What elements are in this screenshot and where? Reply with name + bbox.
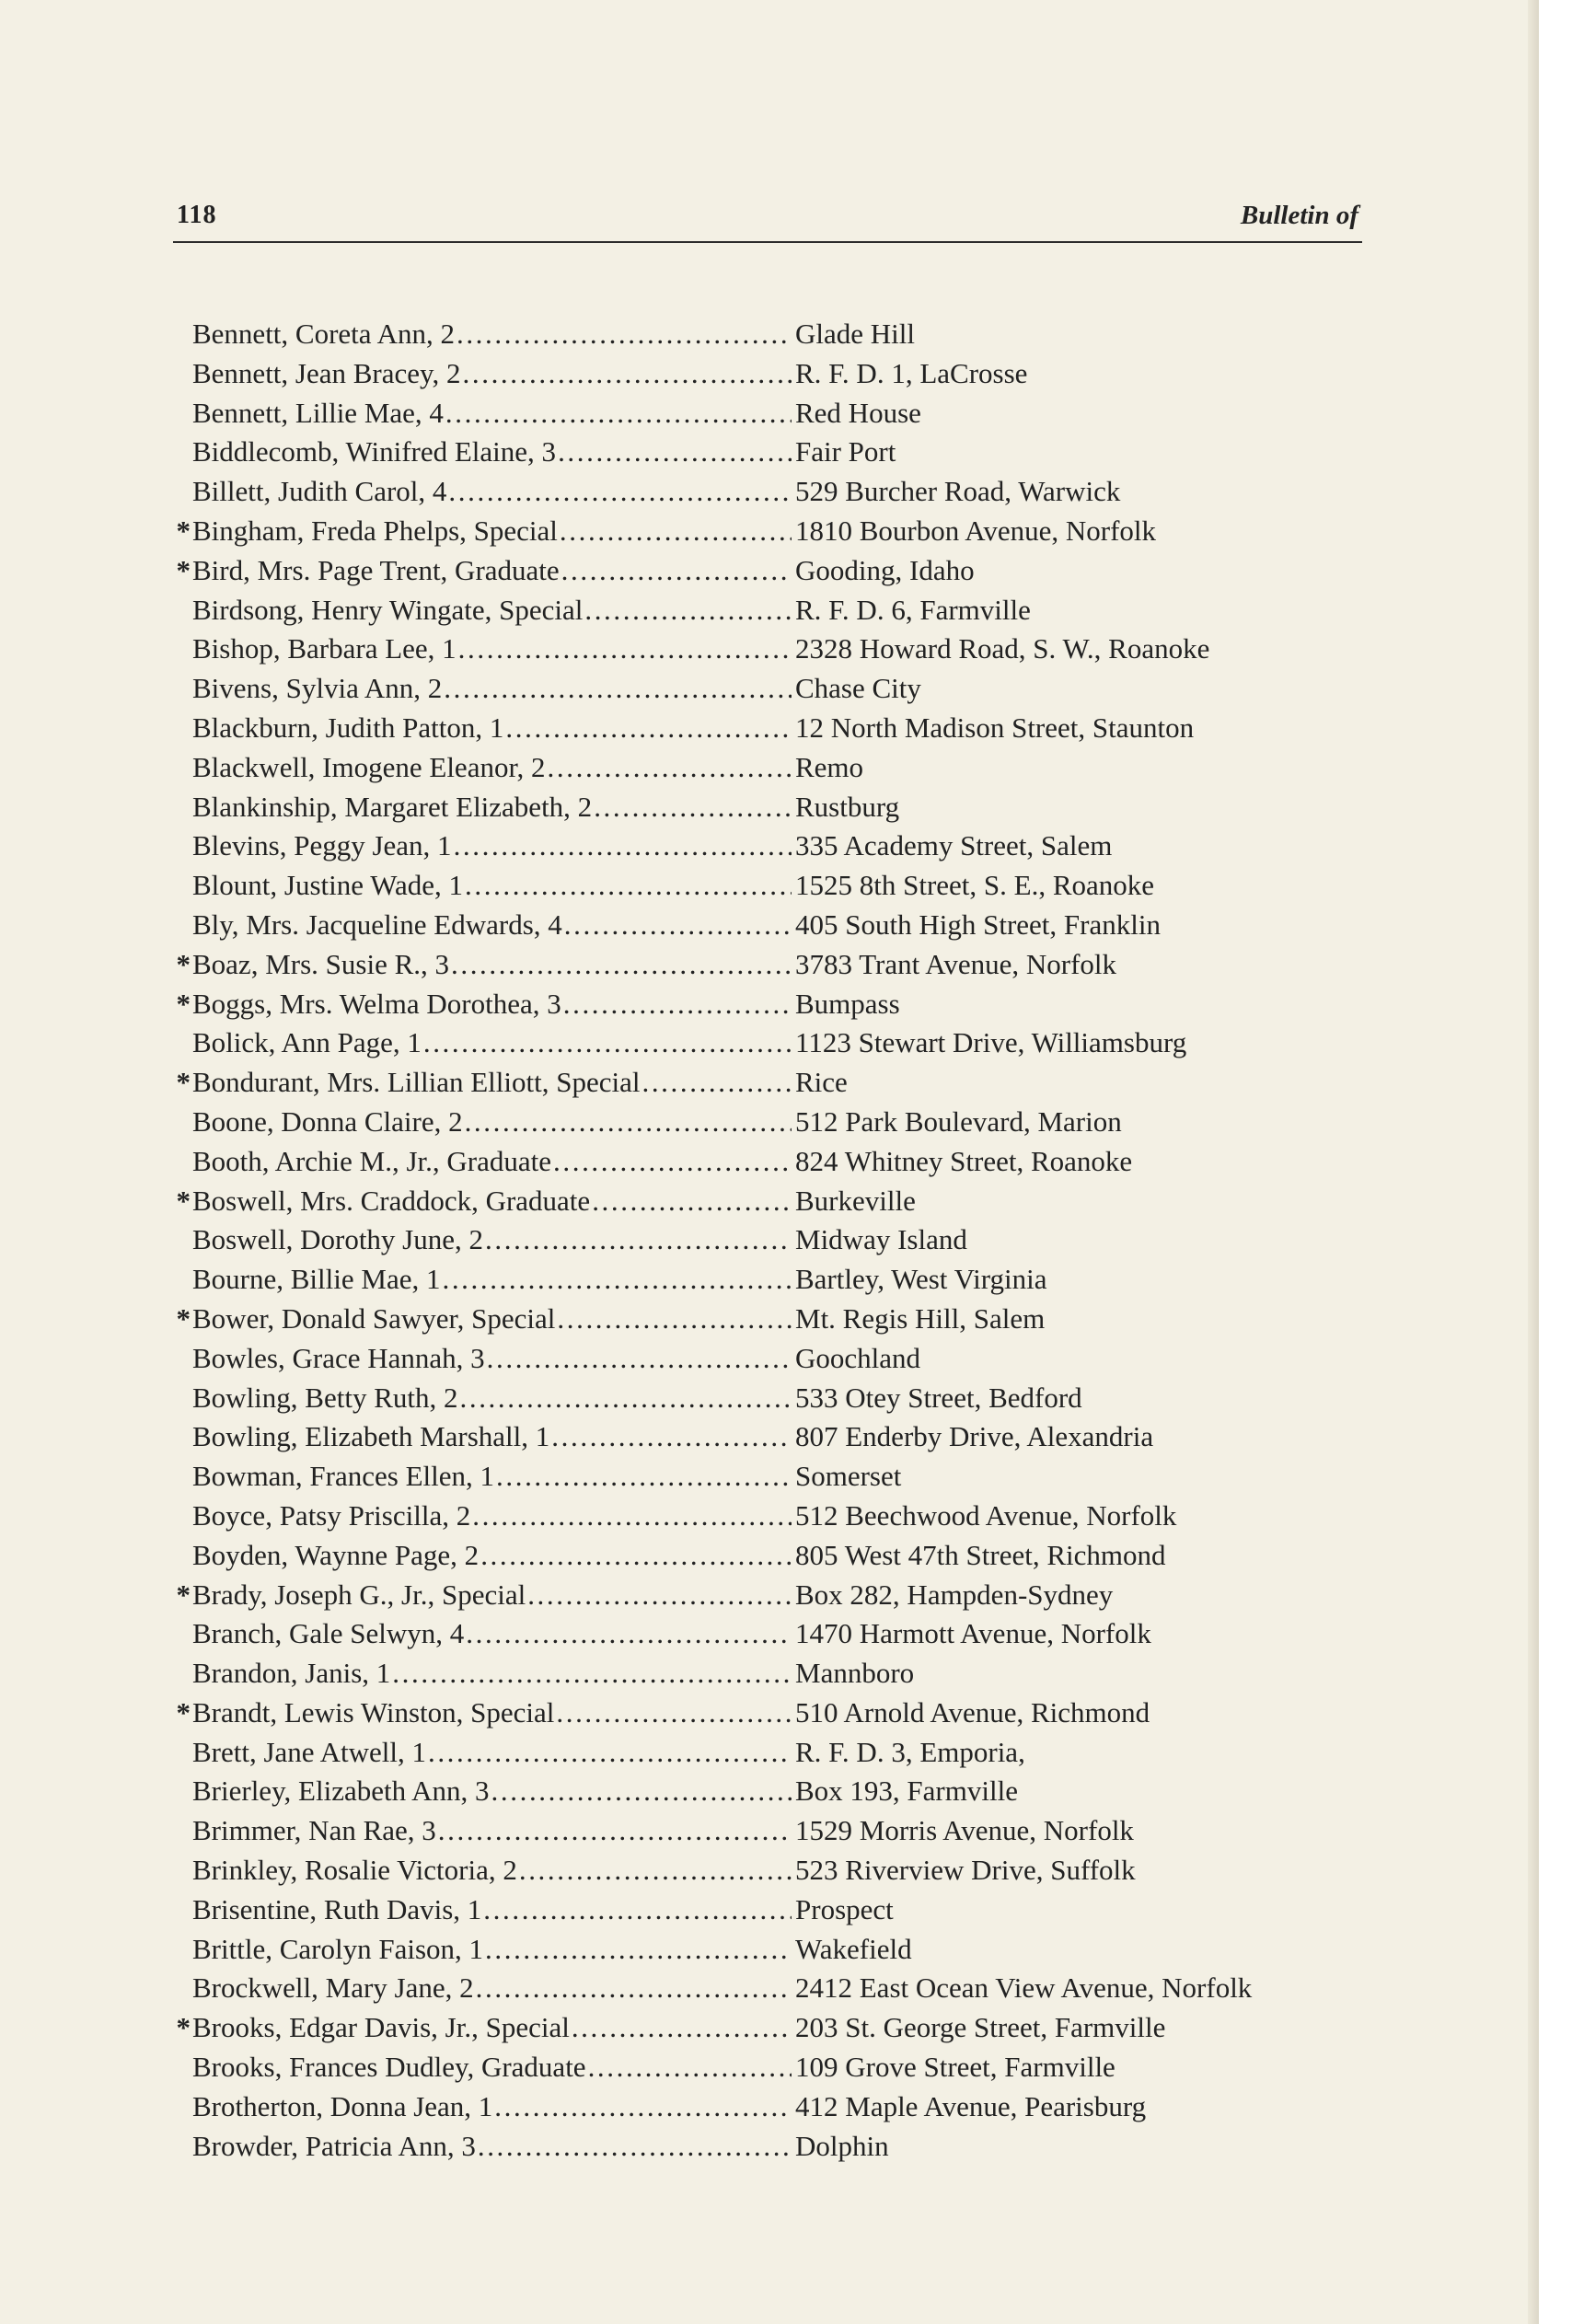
student-name: Boswell, Mrs. Craddock, Graduate <box>192 1184 591 1217</box>
student-name: Blackburn, Judith Patton, 1 <box>192 711 504 744</box>
entry-name-column <box>191 1733 792 1773</box>
dot-leader <box>440 1260 792 1300</box>
dot-leader <box>562 906 792 945</box>
entry-name-column <box>191 2008 792 2048</box>
directory-entry <box>170 1103 1477 1142</box>
dot-leader <box>483 1220 792 1260</box>
dot-leader <box>503 709 792 748</box>
dot-leader <box>570 2008 792 2048</box>
directory-entry <box>170 591 1477 630</box>
entry-name-column <box>191 1536 792 1576</box>
dot-leader <box>463 1103 792 1142</box>
entry-name-column <box>191 315 792 354</box>
student-address: 1529 Morris Avenue, Norfolk <box>795 1814 1134 1847</box>
student-name: Billett, Judith Carol, 4 <box>192 475 447 508</box>
entry-name-column <box>191 472 792 512</box>
student-address: Gooding, Idaho <box>795 553 975 586</box>
entry-name-column <box>191 906 792 945</box>
special-mark: * <box>176 1301 191 1335</box>
dot-leader <box>526 1576 792 1615</box>
directory-entry <box>170 906 1477 945</box>
directory-entry <box>170 945 1477 985</box>
student-name: Blankinship, Margaret Elizabeth, 2 <box>192 790 593 823</box>
dot-leader <box>586 2048 792 2087</box>
student-name: Boyden, Waynne Page, 2 <box>192 1538 480 1571</box>
dot-leader <box>458 1379 792 1418</box>
dot-leader <box>422 1023 792 1063</box>
dot-leader <box>436 1811 792 1851</box>
student-address: 512 Park Boulevard, Marion <box>795 1104 1122 1138</box>
student-address: Bartley, West Virginia <box>795 1263 1047 1296</box>
directory-entry <box>170 2048 1477 2087</box>
student-name: Branch, Gale Selwyn, 4 <box>192 1617 465 1650</box>
dot-leader <box>558 512 792 551</box>
directory-entry <box>170 985 1477 1024</box>
directory-entry <box>170 1300 1477 1339</box>
student-name: Brotherton, Donna Jean, 1 <box>192 2089 493 2122</box>
directory-entry <box>170 748 1477 788</box>
directory-entry <box>170 1694 1477 1733</box>
student-address: 1470 Harmott Avenue, Norfolk <box>795 1617 1151 1650</box>
directory-entry <box>170 866 1477 906</box>
special-mark: * <box>176 2011 191 2044</box>
student-name: Boyce, Patsy Priscilla, 2 <box>192 1498 471 1532</box>
dot-leader <box>483 1930 792 1970</box>
student-address: 1525 8th Street, S. E., Roanoke <box>795 869 1155 902</box>
entry-name-column <box>191 1576 792 1615</box>
student-name: Bondurant, Mrs. Lillian Elliott, Special <box>192 1066 641 1099</box>
entry-name-column <box>191 591 792 630</box>
student-address: 1810 Bourbon Avenue, Norfolk <box>795 514 1157 547</box>
student-address: Fair Port <box>795 435 896 468</box>
student-address: R. F. D. 1, LaCrosse <box>795 356 1028 389</box>
student-address: Box 282, Hampden-Sydney <box>795 1578 1114 1611</box>
directory-entry <box>170 472 1477 512</box>
student-address: 405 South High Street, Franklin <box>795 908 1161 941</box>
student-name: Bolick, Ann Page, 1 <box>192 1026 422 1059</box>
dot-leader <box>583 591 792 630</box>
entry-name-column <box>191 1930 792 1970</box>
entry-name-column <box>191 1260 792 1300</box>
entry-name-column <box>191 1379 792 1418</box>
student-address: 335 Academy Street, Salem <box>795 829 1113 862</box>
dot-leader <box>481 1890 792 1930</box>
dot-leader <box>446 472 792 512</box>
dot-leader <box>464 1614 792 1654</box>
dot-leader <box>556 433 792 472</box>
student-address: Somerset <box>795 1460 902 1493</box>
student-name: Boone, Donna Claire, 2 <box>192 1104 463 1138</box>
student-name: Brockwell, Mary Jane, 2 <box>192 1971 474 2005</box>
entry-name-column <box>191 630 792 669</box>
directory-entry <box>170 354 1477 394</box>
directory-entry <box>170 1851 1477 1890</box>
directory-entry <box>170 1733 1477 1773</box>
student-address: 807 Enderby Drive, Alexandria <box>795 1420 1154 1453</box>
dot-leader <box>442 669 792 709</box>
directory-entry <box>170 1890 1477 1930</box>
entry-name-column <box>191 985 792 1024</box>
student-name: Brisentine, Ruth Davis, 1 <box>192 1892 482 1925</box>
dot-leader <box>449 945 792 985</box>
entry-name-column <box>191 1694 792 1733</box>
student-address: Bumpass <box>795 987 900 1020</box>
student-address: 2328 Howard Road, S. W., Roanoke <box>795 632 1210 665</box>
entry-name-column <box>191 1103 792 1142</box>
directory-entry <box>170 1930 1477 1970</box>
student-name: Bird, Mrs. Page Trent, Graduate <box>192 553 560 586</box>
directory-entry <box>170 2008 1477 2048</box>
directory-entry <box>170 827 1477 866</box>
entry-name-column <box>191 1457 792 1497</box>
student-name: Bowling, Elizabeth Marshall, 1 <box>192 1420 550 1453</box>
student-name: Brooks, Frances Dudley, Graduate <box>192 2051 586 2084</box>
dot-leader <box>474 1969 792 2008</box>
dot-leader <box>592 788 792 827</box>
student-address: Wakefield <box>795 1932 912 1965</box>
entry-name-column <box>191 1182 792 1221</box>
entry-name-column <box>191 709 792 748</box>
directory-entry <box>170 1614 1477 1654</box>
entry-name-column <box>191 1497 792 1536</box>
student-address: 3783 Trant Avenue, Norfolk <box>795 947 1117 980</box>
student-address: 109 Grove Street, Farmville <box>795 2051 1115 2084</box>
directory-entry <box>170 1220 1477 1260</box>
student-address: Prospect <box>795 1892 894 1925</box>
student-address: Rustburg <box>795 790 900 823</box>
directory-entry <box>170 1182 1477 1221</box>
directory-entry <box>170 630 1477 669</box>
dot-leader <box>551 1142 792 1182</box>
directory-entry <box>170 1497 1477 1536</box>
student-name: Bly, Mrs. Jacqueline Edwards, 4 <box>192 908 562 941</box>
directory-entry <box>170 1969 1477 2008</box>
student-name: Boswell, Dorothy June, 2 <box>192 1223 484 1256</box>
page-edge-shadow <box>1528 0 1539 2324</box>
student-name: Brett, Jane Atwell, 1 <box>192 1735 426 1768</box>
student-address: 12 North Madison Street, Staunton <box>795 711 1195 744</box>
directory-entry <box>170 1772 1477 1811</box>
student-name: Browder, Patricia Ann, 3 <box>192 2129 476 2162</box>
student-name: Booth, Archie M., Jr., Graduate <box>192 1144 552 1177</box>
student-address: Dolphin <box>795 2129 889 2162</box>
student-address: 533 Otey Street, Bedford <box>795 1381 1082 1414</box>
student-address: Rice <box>795 1066 848 1099</box>
entry-name-column <box>191 1851 792 1890</box>
directory-entry <box>170 1260 1477 1300</box>
directory-entry <box>170 1142 1477 1182</box>
student-address: Red House <box>795 396 921 429</box>
student-name: Boaz, Mrs. Susie R., 3 <box>192 947 449 980</box>
entry-name-column <box>191 433 792 472</box>
dot-leader <box>476 2127 792 2167</box>
student-name: Bowling, Betty Ruth, 2 <box>192 1381 458 1414</box>
directory-entry <box>170 315 1477 354</box>
student-name: Bower, Donald Sawyer, Special <box>192 1301 556 1335</box>
entry-name-column <box>191 2127 792 2167</box>
student-address: 2412 East Ocean View Avenue, Norfolk <box>795 1971 1253 2005</box>
directory-entry <box>170 2087 1477 2127</box>
entry-name-column <box>191 354 792 394</box>
entry-name-column <box>191 551 792 591</box>
dot-leader <box>640 1063 792 1103</box>
student-name: Brinkley, Rosalie Victoria, 2 <box>192 1854 517 1887</box>
page-number: 118 <box>177 201 217 229</box>
entry-name-column <box>191 1339 792 1379</box>
student-name: Brimmer, Nan Rae, 3 <box>192 1814 436 1847</box>
student-directory-list <box>170 315 1477 2166</box>
student-address: Burkeville <box>795 1184 916 1217</box>
entry-name-column <box>191 512 792 551</box>
student-name: Birdsong, Henry Wingate, Special <box>192 593 584 626</box>
entry-name-column <box>191 1890 792 1930</box>
directory-entry <box>170 1023 1477 1063</box>
student-address: Mannboro <box>795 1657 915 1690</box>
dot-leader <box>546 748 792 788</box>
entry-name-column <box>191 945 792 985</box>
directory-entry <box>170 1536 1477 1576</box>
special-mark: * <box>176 1695 191 1729</box>
running-title: Bulletin of <box>1240 201 1358 230</box>
directory-entry <box>170 669 1477 709</box>
special-mark: * <box>176 514 191 547</box>
page-header <box>173 195 1362 243</box>
student-address: 824 Whitney Street, Roanoke <box>795 1144 1133 1177</box>
directory-entry <box>170 394 1477 434</box>
entry-name-column <box>191 1220 792 1260</box>
entry-name-column <box>191 1023 792 1063</box>
dot-leader <box>517 1851 792 1890</box>
special-mark: * <box>176 1578 191 1611</box>
entry-name-column <box>191 1614 792 1654</box>
entry-name-column <box>191 1063 792 1103</box>
student-name: Blackwell, Imogene Eleanor, 2 <box>192 750 546 783</box>
special-mark: * <box>176 947 191 980</box>
entry-name-column <box>191 2087 792 2127</box>
special-mark: * <box>176 1066 191 1099</box>
directory-entry <box>170 1063 1477 1103</box>
entry-name-column <box>191 788 792 827</box>
special-mark: * <box>176 1184 191 1217</box>
student-address: R. F. D. 6, Farmville <box>795 593 1031 626</box>
entry-name-column <box>191 2048 792 2087</box>
student-name: Brittle, Carolyn Faison, 1 <box>192 1932 484 1965</box>
student-name: Blount, Justine Wade, 1 <box>192 869 464 902</box>
student-name: Brooks, Edgar Davis, Jr., Special <box>192 2011 570 2044</box>
dot-leader <box>426 1733 792 1773</box>
entry-name-column <box>191 394 792 434</box>
student-name: Blevins, Peggy Jean, 1 <box>192 829 452 862</box>
entry-name-column <box>191 1142 792 1182</box>
entry-name-column <box>191 827 792 866</box>
special-mark: * <box>176 987 191 1020</box>
student-name: Bennett, Lillie Mae, 4 <box>192 396 444 429</box>
student-name: Bishop, Barbara Lee, 1 <box>192 632 457 665</box>
dot-leader <box>470 1497 792 1536</box>
dot-leader <box>479 1536 792 1576</box>
dot-leader <box>555 1300 792 1339</box>
dot-leader <box>455 315 792 354</box>
entry-name-column <box>191 1300 792 1339</box>
entry-name-column <box>191 1969 792 2008</box>
dot-leader <box>590 1182 792 1221</box>
dot-leader <box>390 1654 792 1694</box>
student-name: Bowman, Frances Ellen, 1 <box>192 1460 495 1493</box>
dot-leader <box>461 354 792 394</box>
student-address: Box 193, Farmville <box>795 1775 1018 1808</box>
directory-entry <box>170 2127 1477 2167</box>
student-name: Brady, Joseph G., Jr., Special <box>192 1578 526 1611</box>
directory-entry <box>170 1811 1477 1851</box>
student-address: 412 Maple Avenue, Pearisburg <box>795 2089 1147 2122</box>
dot-leader <box>561 985 792 1024</box>
student-address: Glade Hill <box>795 318 915 350</box>
directory-entry <box>170 1576 1477 1615</box>
directory-entry <box>170 1339 1477 1379</box>
dot-leader <box>549 1417 792 1457</box>
student-address: 805 West 47th Street, Richmond <box>795 1538 1166 1571</box>
student-address: Midway Island <box>795 1223 967 1256</box>
entry-name-column <box>191 1417 792 1457</box>
dot-leader <box>554 1694 792 1733</box>
directory-entry <box>170 1417 1477 1457</box>
directory-entry <box>170 1654 1477 1694</box>
student-address: 203 St. George Street, Farmville <box>795 2011 1166 2044</box>
directory-entry <box>170 788 1477 827</box>
student-address: 512 Beechwood Avenue, Norfolk <box>795 1498 1177 1532</box>
directory-entry <box>170 512 1477 551</box>
dot-leader <box>490 1772 792 1811</box>
entry-name-column <box>191 748 792 788</box>
student-name: Brandt, Lewis Winston, Special <box>192 1695 555 1729</box>
dot-leader <box>463 866 792 906</box>
directory-entry <box>170 551 1477 591</box>
student-name: Bourne, Billie Mae, 1 <box>192 1263 441 1296</box>
student-name: Bowles, Grace Hannah, 3 <box>192 1341 485 1374</box>
special-mark: * <box>176 553 191 586</box>
student-address: Goochland <box>795 1341 921 1374</box>
student-name: Bivens, Sylvia Ann, 2 <box>192 672 443 705</box>
entry-name-column <box>191 1654 792 1694</box>
dot-leader <box>444 394 792 434</box>
student-name: Bingham, Freda Phelps, Special <box>192 514 558 547</box>
dot-leader <box>492 2087 792 2127</box>
student-address: Mt. Regis Hill, Salem <box>795 1301 1046 1335</box>
dot-leader <box>560 551 792 591</box>
student-name: Boggs, Mrs. Welma Dorothea, 3 <box>192 987 561 1020</box>
student-address: 529 Burcher Road, Warwick <box>795 475 1121 508</box>
entry-name-column <box>191 669 792 709</box>
dot-leader <box>452 827 792 866</box>
student-name: Brierley, Elizabeth Ann, 3 <box>192 1775 490 1808</box>
student-name: Bennett, Coreta Ann, 2 <box>192 318 455 350</box>
dot-leader <box>494 1457 792 1497</box>
student-name: Bennett, Jean Bracey, 2 <box>192 356 461 389</box>
student-address: 523 Riverview Drive, Suffolk <box>795 1854 1136 1887</box>
dot-leader <box>485 1339 792 1379</box>
dot-leader <box>457 630 792 669</box>
entry-name-column <box>191 1772 792 1811</box>
student-address: Remo <box>795 750 864 783</box>
entry-name-column <box>191 866 792 906</box>
student-address: Chase City <box>795 672 921 705</box>
student-address: 510 Arnold Avenue, Richmond <box>795 1695 1150 1729</box>
directory-entry <box>170 1457 1477 1497</box>
directory-entry <box>170 1379 1477 1418</box>
directory-entry <box>170 709 1477 748</box>
student-name: Biddlecomb, Winifred Elaine, 3 <box>192 435 557 468</box>
directory-entry <box>170 433 1477 472</box>
entry-name-column <box>191 1811 792 1851</box>
student-address: 1123 Stewart Drive, Williamsburg <box>795 1026 1187 1059</box>
student-name: Brandon, Janis, 1 <box>192 1657 391 1690</box>
student-address: R. F. D. 3, Emporia, <box>795 1735 1025 1768</box>
